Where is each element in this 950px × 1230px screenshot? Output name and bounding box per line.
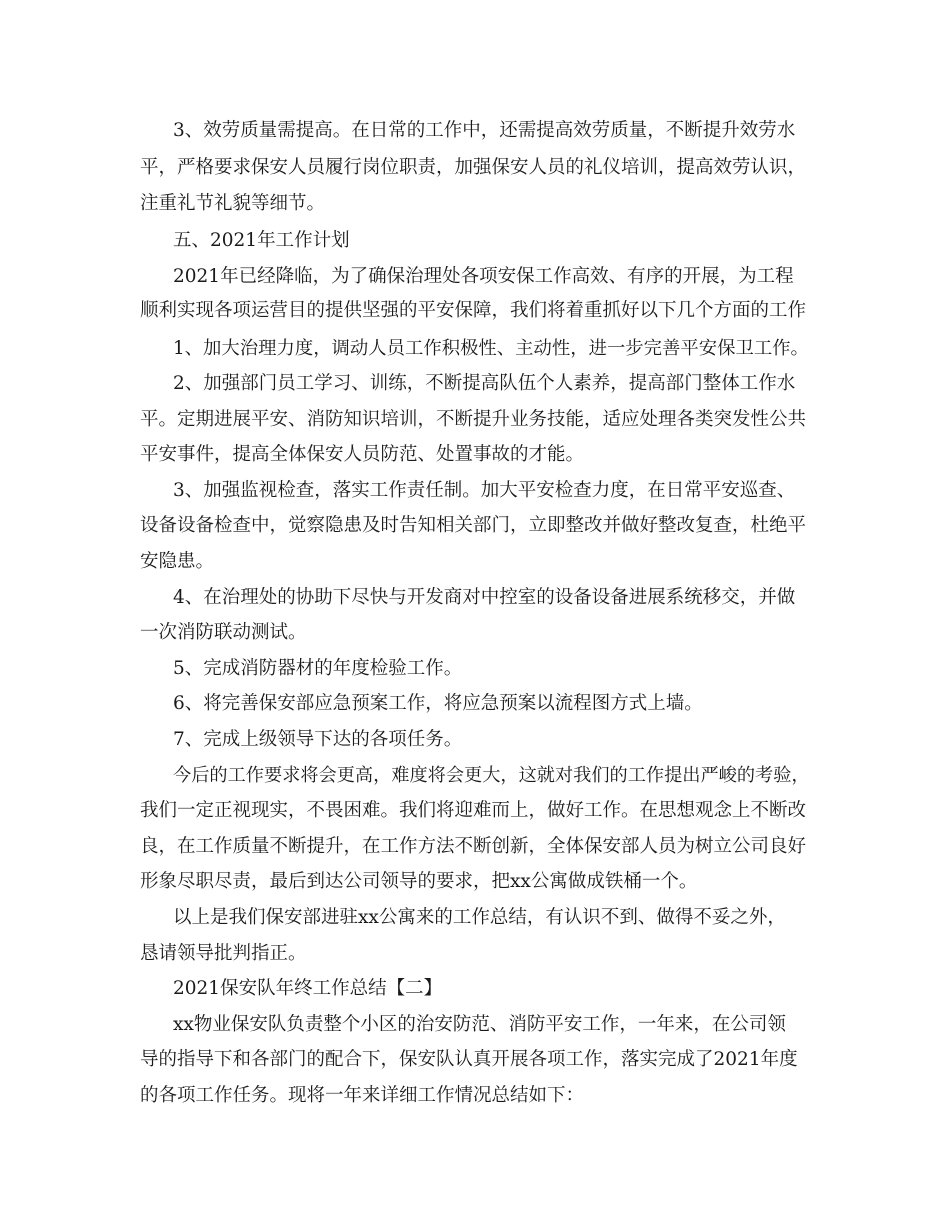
paragraph-line: 一次消防联动测试。 xyxy=(140,622,307,643)
paragraph-line: 形象尽职尽责，最后到达公司领导的要求，把xx公寓做成铁桶一个。 xyxy=(140,871,698,892)
paragraph-line: 4、在治理处的协助下尽快与开发商对中控室的设备设备进展系统移交，并做 xyxy=(173,587,796,608)
paragraph-line: 恳请领导批判指正。 xyxy=(140,943,307,964)
paragraph-line: 5、完成消防器材的年度检验工作。 xyxy=(173,658,463,679)
paragraph-line: 2、加强部门员工学习、训练，不断提高队伍个人素养，提高部门整体工作水 xyxy=(173,373,796,394)
paragraph-line: 7、完成上级领导下达的各项任务。 xyxy=(173,729,463,750)
paragraph-line: 平。定期进展平安、消防知识培训，不断提升业务技能，适应处理各类突发性公共 xyxy=(140,409,807,430)
paragraph-line: 以上是我们保安部进驻xx公寓来的工作总结，有认识不到、做得不妥之外， xyxy=(173,907,786,928)
paragraph-line: 顺利实现各项运营目的提供坚强的平安保障，我们将着重抓好以下几个方面的工作 xyxy=(140,300,807,321)
paragraph-line: 安隐患。 xyxy=(140,551,215,572)
paragraph-line: 良，在工作质量不断提升，在工作方法不断创新，全体保安部人员为树立公司良好 xyxy=(140,836,807,857)
section-heading: 五、2021年工作计划 xyxy=(173,230,350,251)
paragraph-line: 的各项工作任务。现将一年来详细工作情况总结如下： xyxy=(140,1085,585,1106)
paragraph-line: 我们一定正视现实，不畏困难。我们将迎难而上，做好工作。在思想观念上不断改 xyxy=(140,800,807,821)
paragraph-line: 导的指导下和各部门的配合下，保安队认真开展各项工作，落实完成了2021年度 xyxy=(140,1049,798,1070)
paragraph-line: 2021年已经降临，为了确保治理处各项安保工作高效、有序的开展，为工程 xyxy=(173,266,794,287)
paragraph-line: 设备设备检查中，觉察隐患及时告知相关部门，立即整改并做好整改复查，杜绝平 xyxy=(140,515,807,536)
paragraph-line: xx物业保安队负责整个小区的治安防范、消防平安工作，一年来，在公司领 xyxy=(173,1014,786,1035)
paragraph-line: 今后的工作要求将会更高，难度将会更大，这就对我们的工作提出严峻的考验， xyxy=(173,765,810,786)
paragraph-line: 平，严格要求保安人员履行岗位职责，加强保安人员的礼仪培训，提高效劳认识， xyxy=(140,157,807,178)
paragraph-line: 6、将完善保安部应急预案工作，将应急预案以流程图方式上墙。 xyxy=(173,693,703,714)
paragraph-line: 平安事件，提高全体保安人员防范、处置事故的才能。 xyxy=(140,444,585,465)
section-heading: 2021保安队年终工作总结【二】 xyxy=(173,978,443,999)
paragraph-line: 1、加大治理力度，调动人员工作积极性、主动性，进一步完善平安保卫工作。 xyxy=(173,338,809,359)
paragraph-line: 3、加强监视检查，落实工作责任制。加大平安检查力度，在日常平安巡查、 xyxy=(173,480,796,501)
paragraph-line: 注重礼节礼貌等细节。 xyxy=(140,193,326,214)
paragraph-line: 3、效劳质量需提高。在日常的工作中，还需提高效劳质量，不断提升效劳水 xyxy=(173,120,796,141)
